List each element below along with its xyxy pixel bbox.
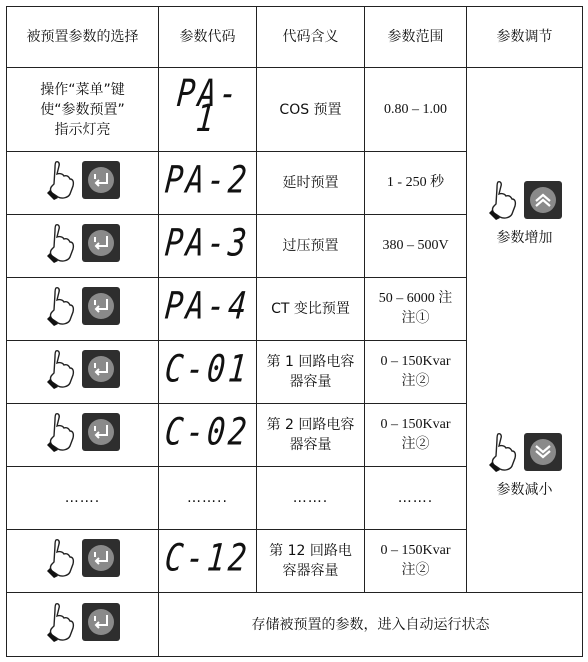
pointing-hand-icon (46, 538, 76, 578)
select-icons (7, 404, 159, 467)
header-adjust: 参数调节 (467, 7, 583, 68)
code-display: C-12 (163, 536, 252, 580)
pointing-hand-icon (46, 286, 76, 326)
increase-label: 参数增加 (496, 230, 553, 246)
pointing-hand-icon (488, 180, 518, 220)
select-icons (7, 593, 159, 657)
enter-icon (86, 543, 116, 573)
param-range: 380 – 500V (382, 238, 449, 253)
code-meaning: COS 预置 (279, 101, 342, 118)
enter-icon (86, 228, 116, 258)
code-display: C-02 (163, 410, 252, 454)
param-range-note: 注② (401, 563, 430, 578)
code-meaning: 器容量 (289, 374, 332, 390)
param-range-note: 注① (401, 311, 430, 326)
param-range: 0 – 150Kvar (380, 354, 451, 369)
enter-icon (86, 607, 116, 637)
select-line: 使“参数预置” (40, 101, 125, 118)
up-chevron-button[interactable] (524, 181, 562, 219)
header-meaning: 代码含义 (257, 7, 365, 68)
decrease-label: 参数减小 (496, 482, 553, 498)
code-meaning: 器容量 (289, 437, 332, 453)
pointing-hand-icon (46, 160, 76, 200)
enter-button[interactable] (82, 539, 120, 577)
pointing-hand-icon (46, 223, 76, 263)
enter-icon (86, 165, 116, 195)
code-meaning: 第 12 回路电 (269, 543, 352, 559)
header-code: 参数代码 (159, 7, 257, 68)
select-icons (7, 215, 159, 278)
param-range-note: 注② (401, 437, 430, 452)
adjust-cell (467, 68, 583, 593)
code-meaning: 延时预置 (282, 175, 339, 191)
param-range: 0 – 150Kvar (380, 543, 451, 558)
enter-button[interactable] (82, 224, 120, 262)
enter-button[interactable] (82, 603, 120, 641)
select-icons (7, 530, 159, 593)
footer-text: 存储被预置的参数，进入自动运行状态 (159, 593, 583, 657)
up-chevron-icon (528, 185, 558, 215)
header-row (7, 7, 583, 68)
range-ellipsis: ……. (365, 467, 467, 530)
code-display: PA-3 (163, 221, 252, 265)
parameter-table (6, 6, 583, 657)
enter-button[interactable] (82, 413, 120, 451)
select-ellipsis: ……. (7, 467, 159, 530)
code-display: PA-2 (163, 158, 252, 202)
pointing-hand-icon (46, 412, 76, 452)
select-instruction (7, 68, 159, 152)
pointing-hand-icon (46, 349, 76, 389)
code-meaning: 第 1 回路电容 (266, 354, 355, 370)
select-line: 操作“菜单”键 (40, 81, 125, 98)
code-meaning: 第 2 回路电容 (266, 417, 355, 433)
param-range: 50 – 6000 注 (378, 291, 453, 306)
select-icons (7, 152, 159, 215)
enter-button[interactable] (82, 287, 120, 325)
param-range-note: 注② (401, 374, 430, 389)
select-icons (7, 278, 159, 341)
select-line: 指示灯亮 (54, 121, 111, 138)
enter-icon (86, 417, 116, 447)
enter-button[interactable] (82, 161, 120, 199)
down-chevron-icon (528, 437, 558, 467)
down-chevron-button[interactable] (524, 433, 562, 471)
table-row (7, 68, 583, 152)
decrease-group (467, 432, 582, 500)
code-display: C-01 (163, 347, 252, 391)
code-ellipsis: …….. (159, 467, 257, 530)
footer-row (7, 593, 583, 657)
code-display: PA- 1 (175, 72, 243, 141)
enter-icon (86, 291, 116, 321)
param-range: 1 - 250 秒 (386, 175, 445, 190)
enter-icon (86, 354, 116, 384)
select-icons (7, 341, 159, 404)
code-meaning: 过压预置 (282, 238, 339, 254)
meaning-ellipsis: ……. (257, 467, 365, 530)
pointing-hand-icon (46, 602, 76, 642)
param-range: 0.80 – 1.00 (384, 101, 447, 117)
param-range: 0 – 150Kvar (380, 417, 451, 432)
increase-group (467, 180, 582, 248)
pointing-hand-icon (488, 432, 518, 472)
header-range: 参数范围 (365, 7, 467, 68)
enter-button[interactable] (82, 350, 120, 388)
code-display: PA-4 (163, 284, 252, 328)
header-select: 被预置参数的选择 (7, 7, 159, 68)
code-meaning: CT 变比预置 (271, 301, 350, 317)
code-meaning: 容器容量 (282, 563, 339, 579)
